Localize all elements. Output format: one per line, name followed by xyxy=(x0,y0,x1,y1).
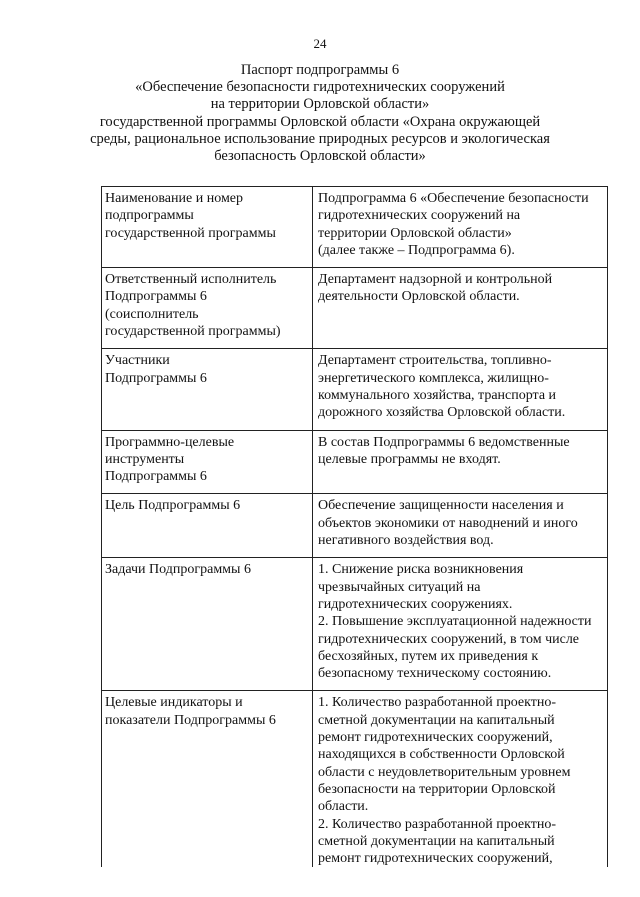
value-line: 1. Снижение риска возникновения xyxy=(318,562,524,578)
title-line: среды, рациональное использование природных ресурсов и экологическая xyxy=(90,130,550,147)
document-title xyxy=(80,62,560,165)
label-line: (соисполнитель xyxy=(105,306,199,322)
value-line: ремонт гидротехнических сооружений, xyxy=(318,730,553,746)
value-line: дорожного хозяйства Орловской области. xyxy=(318,405,566,421)
label-line: Задачи Подпрограммы 6 xyxy=(105,562,251,578)
title-line: безопасность Орловской области» xyxy=(214,148,426,165)
title-line: на территории Орловской области» xyxy=(210,96,430,113)
label-line: Наименование и номер xyxy=(105,191,244,206)
value-line: находящихся в собственности Орловской xyxy=(318,747,565,763)
value-line: области. xyxy=(318,799,369,815)
value-line: территории Орловской области» xyxy=(318,225,512,241)
row-label xyxy=(102,268,313,349)
value-line: чрезвычайных ситуаций на xyxy=(318,579,481,595)
title-line: Паспорт подпрограммы 6 xyxy=(240,62,400,78)
title-line: «Обеспечение безопасности гидротехнических сооружений xyxy=(135,79,505,96)
table-row xyxy=(102,187,608,268)
value-line: негативного воздействия вод. xyxy=(318,533,494,549)
value-line: сметной документации на капитальный xyxy=(318,833,555,849)
row-value xyxy=(313,268,608,349)
value-line: гидротехнических сооружениях. xyxy=(318,596,513,612)
table-row xyxy=(102,349,608,430)
value-line: энергетического комплекса, жилищно- xyxy=(318,370,549,386)
value-line: 2. Количество разработанной проектно- xyxy=(318,816,557,832)
row-label xyxy=(102,558,313,691)
value-line: ремонт гидротехнических сооружений, xyxy=(318,851,553,867)
label-line: показатели Подпрограммы 6 xyxy=(105,712,276,728)
value-line: 1. Количество разработанной проектно- xyxy=(318,695,557,711)
value-line: гидротехнических сооружений на xyxy=(318,208,521,224)
value-line: коммунального хозяйства, транспорта и xyxy=(318,387,557,403)
label-line: государственной программы) xyxy=(105,324,281,340)
value-line: безопасности на территории Орловской xyxy=(318,781,556,797)
row-value xyxy=(313,430,608,494)
value-line: Обеспечение защищенности населения и xyxy=(318,498,564,514)
label-line: Подпрограммы 6 xyxy=(105,289,207,305)
value-line: целевые программы не входят. xyxy=(318,451,501,467)
row-label xyxy=(102,430,313,494)
table-row xyxy=(102,558,608,691)
table-row xyxy=(102,268,608,349)
label-line: Участники xyxy=(105,353,170,369)
row-value xyxy=(313,349,608,430)
row-label xyxy=(102,691,313,867)
title-line: государственной программы Орловской области «Охрана окружающей xyxy=(99,113,541,130)
value-line: Департамент строительства, топливно- xyxy=(318,353,552,369)
value-line: сметной документации на капитальный xyxy=(318,712,555,728)
row-value xyxy=(313,691,608,867)
value-line: В состав Подпрограммы 6 ведомственные xyxy=(318,434,570,450)
label-line: инструменты xyxy=(105,451,185,467)
value-line: Подпрограмма 6 «Обеспечение безопасности xyxy=(318,191,589,206)
label-line: государственной программы xyxy=(105,225,276,241)
row-value xyxy=(313,494,608,558)
value-line: Департамент надзорной и контрольной xyxy=(318,272,553,288)
row-label xyxy=(102,187,313,268)
label-line: Подпрограммы 6 xyxy=(105,370,207,386)
value-line: бесхозяйных, путем их приведения к xyxy=(318,648,539,664)
value-line: (далее также – Подпрограмма 6). xyxy=(318,242,515,258)
value-line: безопасному техническому состоянию. xyxy=(318,666,552,682)
label-line: Ответственный исполнитель xyxy=(105,272,277,288)
row-value xyxy=(313,558,608,691)
value-line: объектов экономики от наводнений и иного xyxy=(318,515,578,531)
table-row xyxy=(102,430,608,494)
passport-table xyxy=(101,186,608,867)
value-line: гидротехнических сооружений, в том числе xyxy=(318,631,580,647)
value-line: области с неудовлетворительным уровнем xyxy=(318,764,571,780)
row-label xyxy=(102,494,313,558)
table-row xyxy=(102,691,608,867)
label-line: Цель Подпрограммы 6 xyxy=(105,498,241,514)
value-line: деятельности Орловской области. xyxy=(318,289,520,305)
label-line: Целевые индикаторы и xyxy=(105,695,243,711)
page-number: 24 xyxy=(313,36,327,51)
value-line: 2. Повышение эксплуатационной надежности xyxy=(318,614,592,630)
label-line: Подпрограммы 6 xyxy=(105,469,207,485)
table-row xyxy=(102,494,608,558)
label-line: подпрограммы xyxy=(105,208,194,224)
label-line: Программно-целевые xyxy=(105,434,235,450)
row-value xyxy=(313,187,608,268)
row-label xyxy=(102,349,313,430)
